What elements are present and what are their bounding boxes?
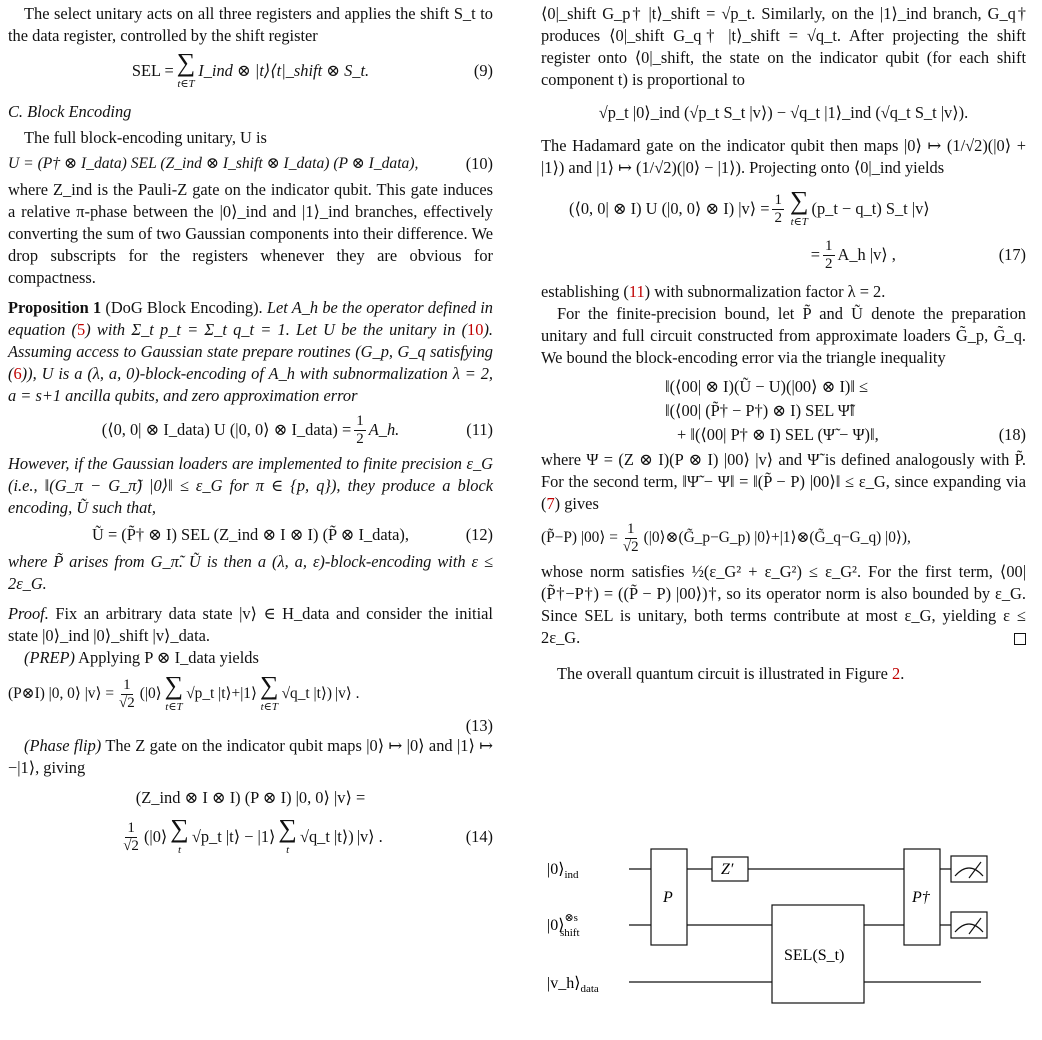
ref-eq7[interactable]: 7 [546,494,555,513]
eq13-lhs: (P⊗I) |0, 0⟩ |v⟩ = [8,685,115,702]
equation-expansion [541,515,1026,561]
equation-18 [665,375,1026,447]
right-column [541,0,1026,685]
prop-text-c: ). Assuming access to Gaussian state prepare routines (G_p, G_q satisfying ( [8,320,493,383]
eq18-line1: ‖(⟨00| ⊗ I)(Ũ − U)(|00⟩ ⊗ I)‖ ≤ [665,377,869,396]
ref-eq5[interactable]: 5 [77,320,86,339]
eq18-line2: ‖(⟨00| (P̃† − P†) ⊗ I) SEL Ψ̃‖ [665,401,855,420]
eq13-number: (13) [465,716,493,735]
left-column [8,0,493,861]
eq9-number: (9) [473,61,493,80]
eq9-sum: ∑ t∈T [176,48,196,90]
norm-text: whose norm satisfies ½(ε_G² + ε_G²) ≤ ε_G². For the first term, ⟨00| (P̃†−P†) = ((P̃ − P) |00⟩)†, so its operator norm is also bounded by ε_G. Since SEL is unitary, both terms contribute at most ε_G, yielding ε ≤ 2ε_G. [541,562,1026,647]
eq14-number: (14) [465,827,493,846]
wire-label-data: $|v\_h⟩_{data}$ [547,975,599,995]
equation-12 [8,519,493,551]
equation-10 [8,149,493,179]
eq-exp-rhs: (|0⟩⊗(G̃_p−G_p) |0⟩+|1⟩⊗(G̃_q−G_q) |0⟩), [643,529,911,546]
eq13-c: √q_t |t⟩ [281,685,327,702]
eq10-body: U = (P† ⊗ I_data) SEL (Z_ind ⊗ I_shift ⊗ I_data) (P ⊗ I_data), [8,155,419,172]
ref-eq10[interactable]: 10 [467,320,484,339]
eq17-frac2: $\frac{1}{2}$ [825,237,833,272]
gate-p-dagger-label: P† [912,889,930,906]
wire-label-ind: $|0⟩_{ind}$ [547,861,579,881]
paragraph-hadamard: The Hadamard gate on the indicator qubit then maps |0⟩ ↦ (1/√2)(|0⟩ + |1⟩) and |1⟩ ↦ (1/√2)(|0⟩ − |1⟩). Projecting onto ⟨0|_ind yields [541,136,1026,177]
eq13-sum1: ∑ t∈T [164,671,184,713]
overall-text-b: . [900,664,905,683]
eq11-frac: $\frac{1}{2}$ [356,412,364,447]
eq9-rhs: I_ind ⊗ |t⟩⟨t|_shift ⊗ S_t. [198,61,370,80]
eq14-d: |v⟩ . [356,827,383,846]
equation-13 [8,669,493,719]
eq17-rhs1: (p_t − q_t) S_t |v⟩ [811,199,930,218]
eq12-number: (12) [465,525,493,544]
gate-p-label: P [663,889,673,906]
phase-text: The Z gate on the indicator qubit maps |0⟩ ↦ |0⟩ and |1⟩ ↦ −|1⟩, giving [8,736,493,777]
eq12-body: Ũ = (P̃† ⊗ I) SEL (Z_ind ⊗ I ⊗ I) (P̃ ⊗ I_data), [92,525,409,544]
eq14-frac: $\frac{1}{√2}$ [123,819,139,854]
wire-label-shift: |0⟩$^{\otimes s}$ shift [547,912,580,939]
equation-11 [8,407,493,453]
eq11-lhs: (⟨0, 0| ⊗ I_data) U (|0, 0⟩ ⊗ I_data) = [101,420,352,439]
establish-text-b: ) with subnormalization factor λ = 2. [644,282,886,301]
paragraph-where-z: where Z_ind is the Pauli-Z gate on the indicator qubit. This gate induces a relative π-phase between the |0⟩_ind and |1⟩_ind branches, effectively converting the sum of two Gaussian components into their difference. We drop subscripts for the registers whenever they are obvious for compactness. [8,180,493,287]
eq13-paren-open: ( [139,685,145,702]
equation-14-line2 [8,813,493,861]
proof-text: Fix an arbitrary data state |v⟩ ∈ H_data and consider the initial state |0⟩_ind |0⟩_shift |v⟩_data. [8,604,493,645]
eq11-number: (11) [466,420,493,439]
paragraph-overall [541,663,1026,685]
eq9-lhs: SEL = [131,61,174,80]
eq-prop-body: √p_t |0⟩_ind (√p_t S_t |v⟩) − √q_t |1⟩_ind (√q_t S_t |v⟩). [598,103,969,122]
gate-sel-label: SEL(S_t) [784,947,845,964]
paragraph-proof [8,603,493,647]
qed-box [1014,633,1026,645]
psi-text-b: ) gives [554,494,599,513]
phase-label: (Phase flip) [24,736,102,755]
eq-exp-lhs: (P̃−P) |00⟩ = [541,529,618,546]
equation-17-line1 [541,185,1026,233]
paragraph-top: ⟨0|_shift G_p† |t⟩_shift = √p_t. Similarly, on the |1⟩_ind branch, G_q† produces ⟨0|_shift G_q† |t⟩_shift = √q_t. After projecting the shift register onto ⟨0|_shift, the state on the indicator qubit (for each shift component t) is proportional to [541,4,1026,89]
paragraph-phase [8,735,493,779]
measurement-icon [951,856,987,882]
eq14-b: √p_t |t⟩ − |1⟩ [191,827,276,846]
ref-eq6[interactable]: 6 [13,364,22,383]
eq14-paren-close: ) [348,827,354,846]
psi-text-a: where Ψ = (Z ⊗ I)(P ⊗ I) |00⟩ |v⟩ and Ψ̃ is defined analogously with P̃. For the second term, ‖Ψ̃ − Ψ‖ = ‖(P̃ − P) |00⟩‖ ≤ ε_G, since expanding via ( [541,450,1026,513]
eq14-a: |0⟩ [149,827,168,846]
equation-proportional [541,91,1026,135]
eq13-frac: $\frac{1}{√2}$ [119,676,135,711]
eq14-sum1: ∑ t [170,814,189,856]
eq-exp-frac: $\frac{1}{√2}$ [622,520,639,555]
prop-label: Proposition 1 [8,298,102,317]
eq17-lhs: (⟨0, 0| ⊗ I) U (|0, 0⟩ ⊗ I) |v⟩ = [569,199,770,218]
establish-text-a: establishing ( [541,282,629,301]
eq17-equals: = [810,245,820,264]
overall-text-a: The overall quantum circuit is illustrated in Figure [557,664,888,683]
eq14-line1: (Z_ind ⊗ I ⊗ I) (P ⊗ I) |0, 0⟩ |v⟩ = [135,788,366,807]
equation-14-line1 [8,783,493,813]
eq17-frac1: $\frac{1}{2}$ [774,191,782,226]
eq13-sum2: ∑ t∈T [260,671,279,713]
eq13-b: √p_t |t⟩+|1⟩ [186,685,258,702]
paragraph-finite: For the finite-precision bound, let P̃ and Ũ denote the preparation unitary and full circuit constructed from approximate loaders G̃_p, G̃_q. We bound the block-encoding error via the triangle inequality [541,304,1026,367]
paragraph-select: The select unitary acts on all three registers and applies the shift S_t to the data register, controlled by the shift register [8,4,493,45]
paragraph-prep [8,647,493,669]
paragraph-tilde: where P̃ arises from G_π̃. Ũ is then a (λ, a, ε)-block-encoding with ε ≤ 2ε_G. [8,552,493,593]
paragraph-establish [541,281,1026,303]
eq17-number: (17) [998,245,1026,264]
measurement-icon [951,912,987,938]
proposition-1 [8,297,493,407]
eq13-d: |v⟩ . [335,685,360,702]
eq18-line3: + ‖(⟨00| P† ⊗ I) SEL (Ψ̃ − Ψ)‖, [677,425,879,444]
equation-17-line2 [541,233,1026,277]
prep-label: (PREP) [24,648,75,667]
prop-text-a: Let A_h be the operator defined in equation ( [8,298,493,339]
paragraph-psi [541,449,1026,515]
eq10-number: (10) [465,154,493,173]
eq17-sum: ∑ t∈T [789,186,809,228]
ref-figure-2[interactable]: 2 [892,664,901,683]
eq14-sum2: ∑ t [278,814,297,856]
prop-text-b: ) with Σ_t p_t = Σ_t q_t = 1. Let U be the unitary in ( [85,320,468,339]
eq13-a: |0⟩ [144,685,162,702]
prop-text-d: )), U is a (λ, a, 0)-block-encoding of A_h with subnormalization λ = 2, a = s+1 ancilla qubits, and zero approximation error [8,364,493,405]
eq13-paren-close: ) [326,685,333,702]
proof-label: Proof. [8,604,49,623]
paragraph-however: However, if the Gaussian loaders are implemented to finite precision ε_G (i.e., ‖(G_π − G_π̃) |0⟩‖ ≤ ε_G for π ∈ {p, q}), they produce a block encoding, Ũ such that, [8,454,493,517]
prop-name: (DoG Block Encoding). [105,298,263,317]
eq17-rhs2: A_h |v⟩ , [837,245,896,264]
quantum-circuit-figure [541,804,1011,1040]
paragraph-full-unitary: The full block-encoding unitary, U is [24,128,267,147]
ref-eq11[interactable]: 11 [628,282,645,301]
paragraph-norm [541,561,1026,649]
gate-z-prime-label: Z′ [721,861,734,878]
equation-9 [8,47,493,95]
eq14-c: √q_t |t⟩ [299,827,349,846]
prep-text: Applying P ⊗ I_data yields [78,648,259,667]
section-heading-c: C. Block Encoding [8,102,132,121]
eq11-tail: A_h. [368,420,400,439]
eq14-paren-open: ( [143,827,150,846]
eq18-number: (18) [998,425,1026,444]
